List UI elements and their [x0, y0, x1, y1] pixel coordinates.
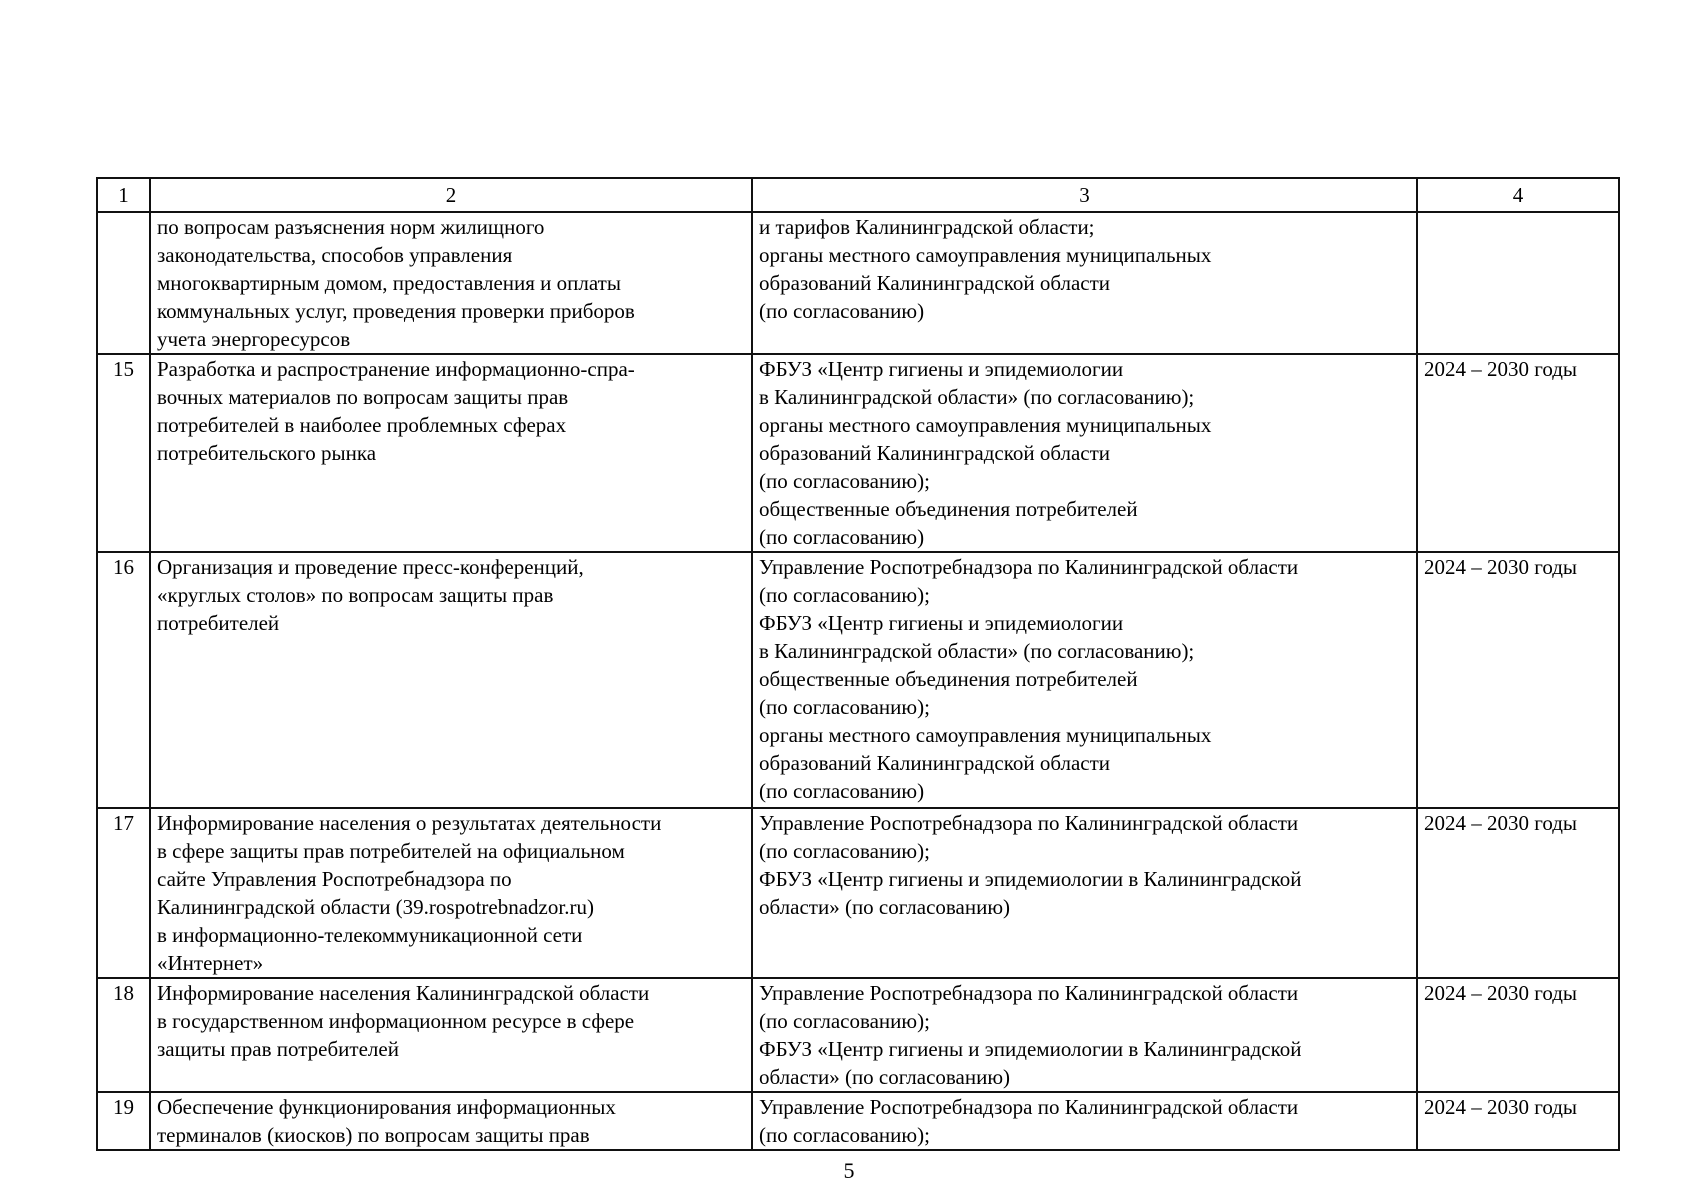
table-row — [97, 552, 1619, 808]
measure-line: Разработка и распространение информационно-спра- — [157, 357, 635, 381]
table-row — [97, 212, 1619, 354]
executor-line: области» (по согласованию) — [759, 1065, 1011, 1089]
table-row — [97, 1092, 1619, 1150]
executors-cell — [752, 212, 1417, 354]
executor-line: образований Калининградской области — [759, 441, 1111, 465]
measure-line: в государственном информационном ресурсе в сфере — [157, 1009, 635, 1033]
measure-line: терминалов (киосков) по вопросам защиты прав — [157, 1123, 590, 1147]
row-number — [97, 212, 150, 354]
executor-line: (по согласованию) — [759, 525, 925, 549]
measure-line: законодательства, способов управления — [157, 243, 513, 267]
measure-line: многоквартирным домом, предоставления и оплаты — [157, 271, 621, 295]
measure-line: потребителей — [157, 611, 280, 635]
term-cell — [1417, 212, 1619, 354]
table-row — [97, 354, 1619, 552]
measure-line: «круглых столов» по вопросам защиты прав — [157, 583, 554, 607]
measure-cell — [150, 808, 752, 978]
executors-cell — [752, 354, 1417, 552]
term-cell: 2024 – 2030 годы — [1417, 978, 1619, 1092]
measure-cell — [150, 552, 752, 808]
term-cell: 2024 – 2030 годы — [1417, 1092, 1619, 1150]
executor-line: ФБУЗ «Центр гигиены и эпидемиологии в Калининградской — [759, 867, 1302, 891]
executor-line: общественные объединения потребителей — [759, 497, 1138, 521]
measure-line: защиты прав потребителей — [157, 1037, 399, 1061]
measures-table — [96, 177, 1620, 1151]
measure-cell — [150, 978, 752, 1092]
executor-line: и тарифов Калининградской области; — [759, 215, 1095, 239]
column-header-3: 3 — [752, 178, 1417, 212]
measure-line: Информирование населения о результатах деятельности — [157, 811, 662, 835]
executor-line: ФБУЗ «Центр гигиены и эпидемиологии — [759, 357, 1124, 381]
executor-line: Управление Роспотребнадзора по Калининградской области — [759, 555, 1299, 579]
executor-line: (по согласованию); — [759, 469, 930, 493]
executor-line: (по согласованию) — [759, 299, 925, 323]
measure-line: сайте Управления Роспотребнадзора по — [157, 867, 512, 891]
table-row — [97, 978, 1619, 1092]
row-number: 17 — [97, 808, 150, 978]
column-header-2: 2 — [150, 178, 752, 212]
measure-line: Информирование населения Калининградской области — [157, 981, 650, 1005]
executor-line: в Калининградской области» (по согласованию); — [759, 639, 1195, 663]
measure-line: в информационно-телекоммуникационной сети — [157, 923, 583, 947]
executor-line: органы местного самоуправления муниципальных — [759, 413, 1212, 437]
executor-line: Управление Роспотребнадзора по Калининградской области — [759, 1095, 1299, 1119]
row-number: 18 — [97, 978, 150, 1092]
executor-line: (по согласованию); — [759, 583, 930, 607]
row-number: 19 — [97, 1092, 150, 1150]
executor-line: (по согласованию); — [759, 1009, 930, 1033]
measure-line: по вопросам разъяснения норм жилищного — [157, 215, 545, 239]
executor-line: в Калининградской области» (по согласованию); — [759, 385, 1195, 409]
executor-line: образований Калининградской области — [759, 271, 1111, 295]
executor-line: ФБУЗ «Центр гигиены и эпидемиологии в Калининградской — [759, 1037, 1302, 1061]
executors-cell — [752, 978, 1417, 1092]
executor-line: (по согласованию); — [759, 1123, 930, 1147]
measure-cell — [150, 1092, 752, 1150]
executors-cell — [752, 1092, 1417, 1150]
term-cell: 2024 – 2030 годы — [1417, 808, 1619, 978]
measure-line: учета энергоресурсов — [157, 327, 351, 351]
measure-cell — [150, 212, 752, 354]
executor-line: общественные объединения потребителей — [759, 667, 1138, 691]
measure-line: «Интернет» — [157, 951, 264, 975]
executor-line: Управление Роспотребнадзора по Калининградской области — [759, 811, 1299, 835]
executor-line: органы местного самоуправления муниципальных — [759, 723, 1212, 747]
executor-line: органы местного самоуправления муниципальных — [759, 243, 1212, 267]
measure-line: Калининградской области (39.rospotrebnadzor.ru) — [157, 895, 594, 919]
page-number: 5 — [843, 1158, 855, 1183]
measure-line: коммунальных услуг, проведения проверки приборов — [157, 299, 635, 323]
executor-line: области» (по согласованию) — [759, 895, 1011, 919]
executor-line: образований Калининградской области — [759, 751, 1111, 775]
executors-cell — [752, 808, 1417, 978]
table-row — [97, 808, 1619, 978]
measure-line: потребительского рынка — [157, 441, 377, 465]
measure-line: потребителей в наиболее проблемных сферах — [157, 413, 567, 437]
term-cell: 2024 – 2030 годы — [1417, 552, 1619, 808]
measure-line: Организация и проведение пресс-конференций, — [157, 555, 584, 579]
executor-line: Управление Роспотребнадзора по Калининградской области — [759, 981, 1299, 1005]
measure-line: в сфере защиты прав потребителей на официальном — [157, 839, 625, 863]
term-cell: 2024 – 2030 годы — [1417, 354, 1619, 552]
executor-line: (по согласованию); — [759, 695, 930, 719]
table-header-row — [97, 178, 1619, 212]
executor-line: ФБУЗ «Центр гигиены и эпидемиологии — [759, 611, 1124, 635]
measure-line: Обеспечение функционирования информационных — [157, 1095, 616, 1119]
executor-line: (по согласованию); — [759, 839, 930, 863]
column-header-1: 1 — [97, 178, 150, 212]
executor-line: (по согласованию) — [759, 779, 925, 803]
executors-cell — [752, 552, 1417, 808]
row-number: 15 — [97, 354, 150, 552]
row-number: 16 — [97, 552, 150, 808]
column-header-4: 4 — [1417, 178, 1619, 212]
measure-cell — [150, 354, 752, 552]
measure-line: вочных материалов по вопросам защиты прав — [157, 385, 569, 409]
